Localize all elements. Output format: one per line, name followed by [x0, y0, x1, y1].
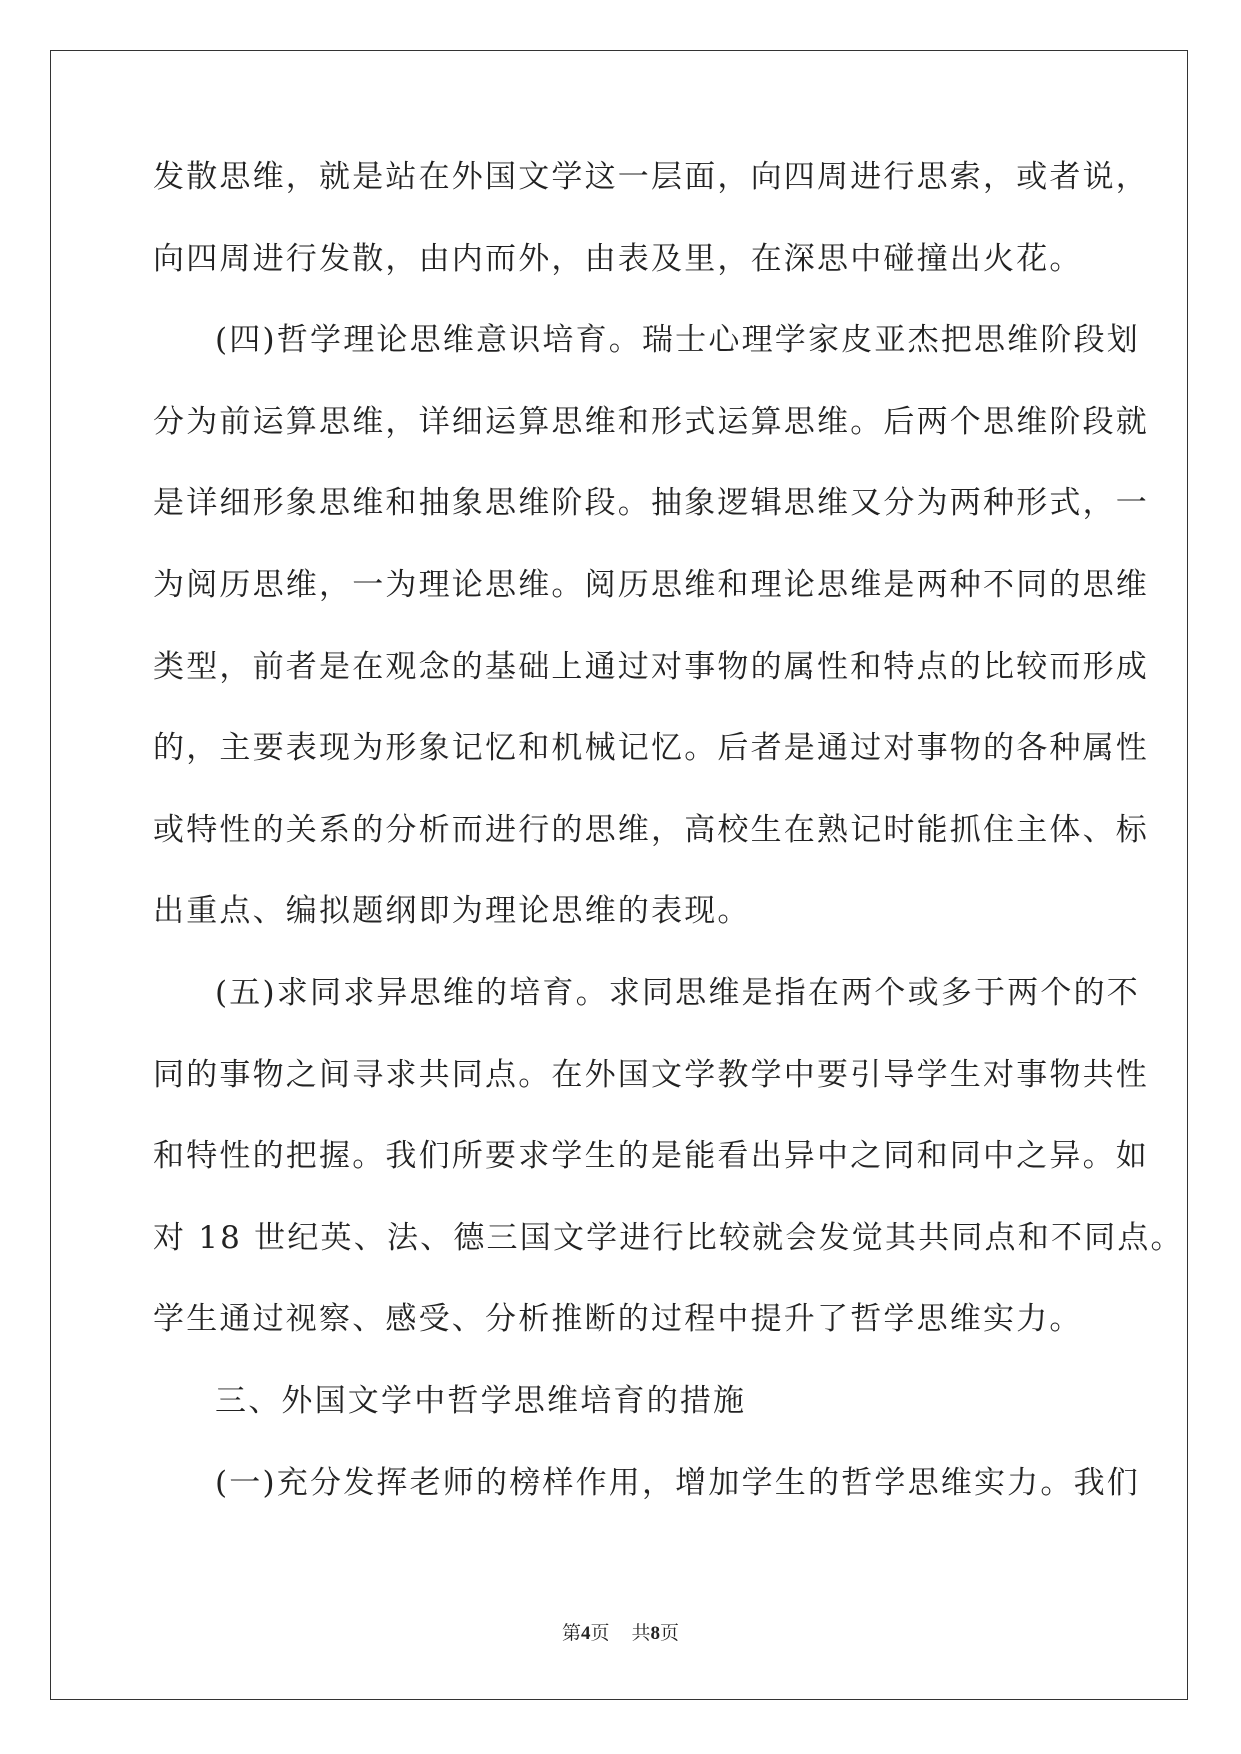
- text-line: 对 18 世纪英、法、德三国文学进行比较就会发觉其共同点和不同点。: [153, 1219, 1184, 1256]
- text-line: (一)充分发挥老师的榜样作用，增加学生的哲学思维实力。我们: [215, 1464, 1140, 1501]
- footer-page-suffix: 页: [590, 1622, 610, 1644]
- text-line: 为阅历思维，一为理论思维。阅历思维和理论思维是两种不同的思维: [153, 566, 1149, 603]
- page-footer: [0, 1618, 1241, 1645]
- text-line: 分为前运算思维，详细运算思维和形式运算思维。后两个思维阶段就: [153, 403, 1149, 440]
- text-line: (四)哲学理论思维意识培育。瑞士心理学家皮亚杰把思维阶段划: [215, 322, 1140, 359]
- text-line: 的，主要表现为形象记忆和机械记忆。后者是通过对事物的各种属性: [153, 730, 1149, 767]
- total-pages: 8: [650, 1623, 661, 1644]
- text-line: 同的事物之间寻求共同点。在外国文学教学中要引导学生对事物共性: [153, 1056, 1149, 1093]
- footer-prefix: 第: [561, 1622, 581, 1644]
- text-line: 是详细形象思维和抽象思维阶段。抽象逻辑思维又分为两种形式，一: [153, 485, 1149, 522]
- text-line: 类型，前者是在观念的基础上通过对事物的属性和特点的比较而形成: [153, 648, 1149, 685]
- document-body: [153, 159, 1184, 1549]
- footer-total-prefix: 共: [631, 1622, 651, 1644]
- section-heading: 三、外国文学中哲学思维培育的措施: [215, 1382, 747, 1419]
- text-line: 出重点、编拟题纲即为理论思维的表现。: [153, 893, 751, 930]
- footer-total-suffix: 页: [660, 1622, 680, 1644]
- text-line: 或特性的关系的分析而进行的思维，高校生在熟记时能抓住主体、标: [153, 811, 1149, 848]
- text-line: (五)求同求异思维的培育。求同思维是指在两个或多于两个的不: [215, 974, 1140, 1011]
- text-line: 和特性的把握。我们所要求学生的是能看出异中之同和同中之异。如: [153, 1138, 1149, 1175]
- text-line: 发散思维，就是站在外国文学这一层面，向四周进行思索，或者说，: [153, 159, 1149, 195]
- page-number: 4: [580, 1623, 591, 1644]
- text-line: 向四周进行发散，由内而外，由表及里，在深思中碰撞出火花。: [153, 240, 1083, 277]
- text-line: 学生通过视察、感受、分析推断的过程中提升了哲学思维实力。: [153, 1301, 1083, 1338]
